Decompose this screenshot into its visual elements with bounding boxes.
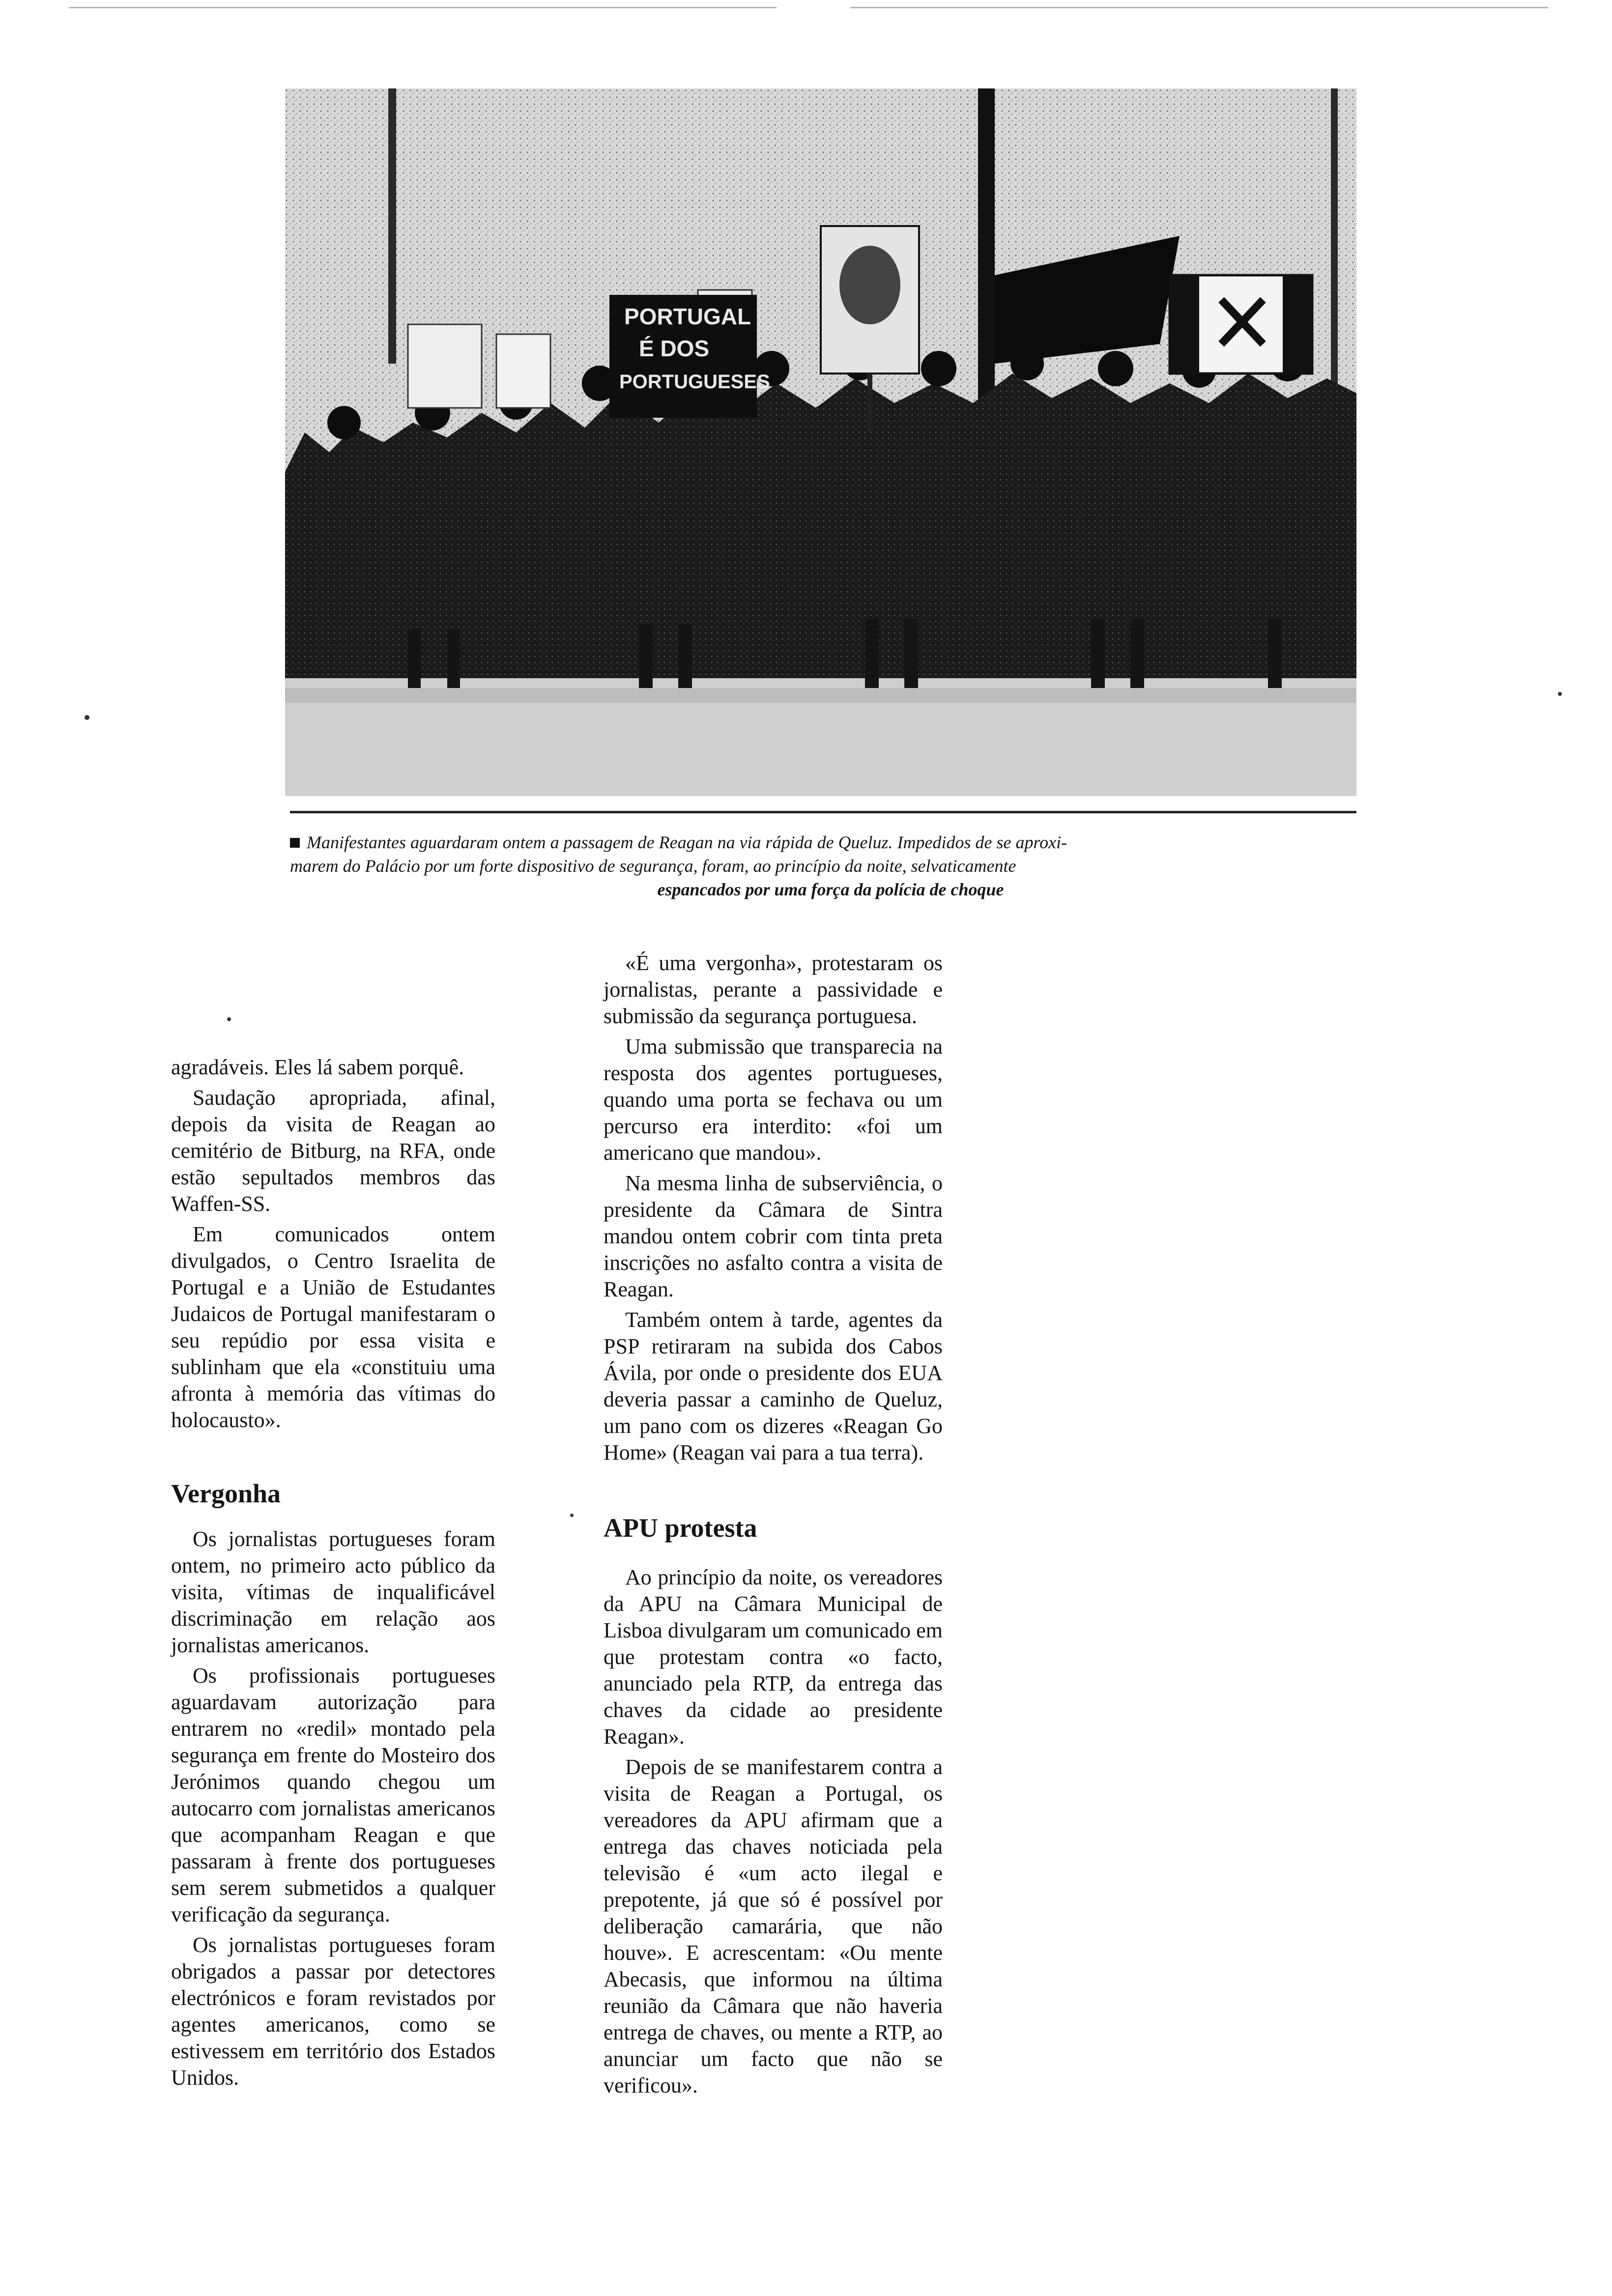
caption-line-1: Manifestantes aguardaram ontem a passagem de Reagan na via rápida de Queluz. Impedidos de se aproxi- bbox=[307, 832, 1067, 852]
left-paragraph-1: agradáveis. Eles lá sabem porquê. bbox=[171, 1055, 464, 1079]
left-paragraph-4: Os jornalistas portugueses foram ontem, no primeiro acto público da visita, vítimas de inqualificável discriminação em relação aos jornalistas americanos. bbox=[171, 1527, 495, 1657]
left-paragraph-5: Os profissionais portugueses aguardavam autorização para entrarem no «redil» montado pela segurança em frente do Mosteiro dos Jerónimos quando chegou um autocarro com jornalistas americanos que acompanham Reagan e que passaram à frente dos portugueses sem serem submetidos a qualquer verificação da segurança. bbox=[171, 1664, 495, 1926]
left-column bbox=[171, 1054, 495, 2095]
caption-line-3: espancados por uma força da polícia de choque bbox=[657, 880, 1004, 899]
mid-paragraph-6: Depois de se manifestarem contra a visita de Reagan a Portugal, os vereadores da APU afirmam que a entrega das chaves noticiada pela televisão é «um acto ilegal e prepotente, já que só é possível por deliberação camarária, que não houve». E acrescentam: «Ou mente Abecasis, que informou na última reunião da Câmara que não haveria entrega de chaves, ou mente a RTP, ao anunciar um facto que não se verificou». bbox=[604, 1755, 943, 2097]
scan-speck bbox=[1558, 692, 1562, 696]
scan-speck bbox=[570, 1514, 574, 1517]
mid-paragraph-5: Ao princípio da noite, os vereadores da APU na Câmara Municipal de Lisboa divulgaram um comunicado em que protestam contra «o facto, anunciado pela RTP, da entrega das chaves da cidade ao presidente Reagan». bbox=[604, 1565, 943, 1749]
mid-paragraph-3: Na mesma linha de subserviência, o presidente da Câmara de Sintra mandou ontem cobrir com tinta preta inscrições no asfalto contra a visita de Reagan. bbox=[604, 1171, 943, 1301]
sign-text-line-3: PORTUGUESES bbox=[619, 371, 770, 393]
top-rule-left bbox=[69, 7, 777, 8]
left-paragraph-2: Saudação apropriada, afinal, depois da visita de Reagan ao cemitério de Bitburg, na RFA, onde estão sepultados membros das Waffen-SS. bbox=[171, 1086, 495, 1216]
scan-speck bbox=[85, 715, 89, 720]
left-paragraph-6: Os jornalistas portugueses foram obrigados a passar por detectores electrónicos e foram revistados por agentes americanos, como se estivessem em território dos Estados Unidos. bbox=[171, 1933, 495, 2090]
protest-photo bbox=[285, 88, 1356, 796]
sign-text-line-2: É DOS bbox=[639, 336, 710, 361]
mid-paragraph-1: «É uma vergonha», protestaram os jornalistas, perante a passividade e submissão da segurança portuguesa. bbox=[604, 951, 943, 1028]
middle-column bbox=[604, 950, 943, 2103]
mid-paragraph-2: Uma submissão que transparecia na resposta dos agentes portugueses, quando uma porta se fechava ou um percurso era interdito: «foi um americano que mandou». bbox=[604, 1034, 943, 1165]
photo-bottom-line bbox=[290, 811, 1356, 813]
caption-bullet-icon bbox=[290, 838, 300, 848]
sign-text-line-1: PORTUGAL bbox=[624, 304, 751, 329]
section-heading-apu-protesta: APU protesta bbox=[604, 1513, 757, 1543]
left-paragraph-3: Em comunicados ontem divulgados, o Centro Israelita de Portugal e a União de Estudantes Judaicos de Portugal manifestaram o seu repúdio por essa visita e sublinham que ela «constituiu uma afronta à memória das vítimas do holocausto». bbox=[171, 1222, 495, 1432]
caption-line-2: marem do Palácio por um forte dispositivo de segurança, foram, ao princípio da noite, selvaticamente bbox=[290, 856, 1016, 876]
section-heading-vergonha: Vergonha bbox=[171, 1479, 281, 1508]
top-rule-right bbox=[850, 7, 1548, 8]
photo-caption bbox=[290, 831, 1371, 901]
scan-speck bbox=[227, 1017, 231, 1021]
mid-paragraph-4: Também ontem à tarde, agentes da PSP retiraram na subida dos Cabos Ávila, por onde o presidente dos EUA deveria passar a caminho de Queluz, um pano com os dizeres «Reagan Go Home» (Reagan vai para a tua terra). bbox=[604, 1308, 943, 1464]
